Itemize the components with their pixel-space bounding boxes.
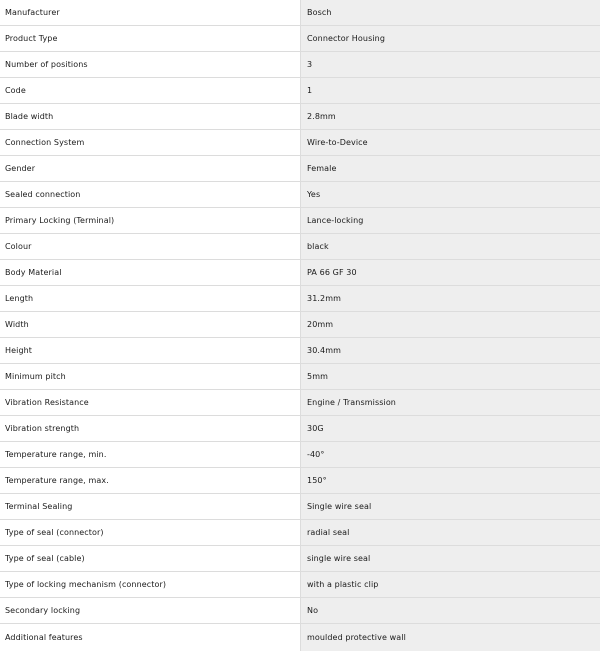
spec-row-minimum-pitch (0, 364, 600, 390)
spec-label: Code (0, 78, 300, 103)
spec-label: Temperature range, min. (0, 442, 300, 467)
spec-label: Vibration strength (0, 416, 300, 441)
spec-value: -40° (300, 442, 600, 467)
spec-label: Additional features (0, 624, 300, 651)
spec-label: Minimum pitch (0, 364, 300, 389)
spec-value: 2.8mm (300, 104, 600, 129)
spec-label: Number of positions (0, 52, 300, 77)
spec-row-number-of-positions (0, 52, 600, 78)
spec-row-length (0, 286, 600, 312)
spec-label: Connection System (0, 130, 300, 155)
spec-value: PA 66 GF 30 (300, 260, 600, 285)
spec-label: Temperature range, max. (0, 468, 300, 493)
spec-row-manufacturer (0, 0, 600, 26)
spec-row-temperature-min (0, 442, 600, 468)
spec-row-locking-mechanism (0, 572, 600, 598)
spec-label: Terminal Sealing (0, 494, 300, 519)
spec-label: Primary Locking (Terminal) (0, 208, 300, 233)
spec-value: 20mm (300, 312, 600, 337)
spec-row-vibration-strength (0, 416, 600, 442)
spec-label: Body Material (0, 260, 300, 285)
spec-label: Sealed connection (0, 182, 300, 207)
spec-row-height (0, 338, 600, 364)
spec-value: Lance-locking (300, 208, 600, 233)
spec-value: 5mm (300, 364, 600, 389)
spec-row-vibration-resistance (0, 390, 600, 416)
spec-label: Manufacturer (0, 0, 300, 25)
spec-label: Length (0, 286, 300, 311)
spec-value: Yes (300, 182, 600, 207)
spec-label: Gender (0, 156, 300, 181)
spec-value: Wire-to-Device (300, 130, 600, 155)
spec-row-terminal-sealing (0, 494, 600, 520)
spec-value: single wire seal (300, 546, 600, 571)
spec-label: Height (0, 338, 300, 363)
spec-row-colour (0, 234, 600, 260)
spec-label: Width (0, 312, 300, 337)
spec-value: moulded protective wall (300, 624, 600, 651)
spec-label: Secondary locking (0, 598, 300, 623)
spec-label: Type of seal (connector) (0, 520, 300, 545)
spec-row-seal-type-connector (0, 520, 600, 546)
spec-row-width (0, 312, 600, 338)
spec-row-gender (0, 156, 600, 182)
spec-row-connection-system (0, 130, 600, 156)
spec-row-seal-type-cable (0, 546, 600, 572)
spec-row-blade-width (0, 104, 600, 130)
spec-value: 31.2mm (300, 286, 600, 311)
spec-row-code (0, 78, 600, 104)
spec-label: Blade width (0, 104, 300, 129)
spec-label: Type of locking mechanism (connector) (0, 572, 300, 597)
spec-value: black (300, 234, 600, 259)
spec-row-sealed-connection (0, 182, 600, 208)
spec-value: Bosch (300, 0, 600, 25)
spec-row-body-material (0, 260, 600, 286)
spec-value: Connector Housing (300, 26, 600, 51)
spec-value: Engine / Transmission (300, 390, 600, 415)
spec-row-primary-locking (0, 208, 600, 234)
spec-row-additional-features (0, 624, 600, 651)
spec-label: Colour (0, 234, 300, 259)
spec-value: radial seal (300, 520, 600, 545)
spec-value: 3 (300, 52, 600, 77)
spec-value: with a plastic clip (300, 572, 600, 597)
spec-value: 30.4mm (300, 338, 600, 363)
spec-value: Female (300, 156, 600, 181)
spec-value: 30G (300, 416, 600, 441)
spec-row-secondary-locking (0, 598, 600, 624)
spec-row-product-type (0, 26, 600, 52)
spec-label: Vibration Resistance (0, 390, 300, 415)
spec-value: 150° (300, 468, 600, 493)
spec-value: Single wire seal (300, 494, 600, 519)
spec-label: Product Type (0, 26, 300, 51)
spec-value: 1 (300, 78, 600, 103)
spec-label: Type of seal (cable) (0, 546, 300, 571)
spec-value: No (300, 598, 600, 623)
spec-row-temperature-max (0, 468, 600, 494)
